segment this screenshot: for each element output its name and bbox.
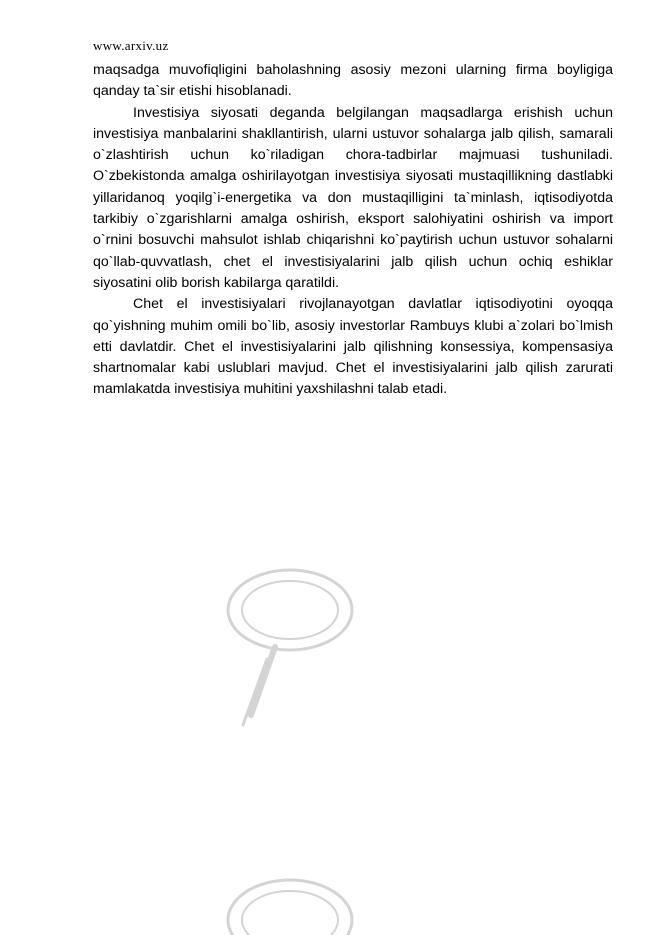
magnifier-watermark-icon	[195, 865, 385, 935]
paragraph-1: maqsadga muvofiqligini baholashning asosiy mezoni ularning firma boyligiga qanday ta`sir etishi hisoblanadi.	[93, 62, 613, 100]
document-body	[93, 60, 613, 401]
paragraph-2: Investisiya siyosati deganda belgilangan maqsadlarga erishish uchun investisiya manbalarini shakllantirish, ularni ustuvor sohalarga jalb qilish, samarali o`zlashtirish uchun ko`riladigan chora-tadbirlar majmuasi tushuniladi. O`zbekistonda amalga oshirilayotgan investisiya siyosati mustaqillikning dastlabki yillaridanoq yoqilg`i-energetika va don mustaqilligini ta`minlash, iqtisodiyotda tarkibiy o`zgarishlarni amalga oshirish, eksport salohiyatini oshirish va import o`rnini bosuvchi mahsulot ishlab chiqarishni ko`paytirish uchun ustuvor sohalarni qo`llab-quvvatlash, chet el investisiyalarini jalb qilish uchun ochiq eshiklar siyosatini olib borish kabilarga qaratildi.	[93, 104, 613, 291]
paragraph-3: Chet el investisiyalari rivojlanayotgan davlatlar iqtisodiyotini oyoqqa qo`yishning muhim omili bo`lib, asosiy investorlar Rambuys klubi a`zolari bo`lmish etti davlatdir. Chet el investisiyalarini jalb qilishning konsessiya, kompensasiya shartnomalar kabi uslublari mavjud. Chet el investisiyalarini jalb qilish zarurati mamlakatda investisiya muhitini yaxshilashni talab etadi.	[93, 296, 613, 398]
magnifier-watermark-icon	[195, 555, 385, 745]
site-header: www.arxiv.uz	[93, 38, 169, 53]
